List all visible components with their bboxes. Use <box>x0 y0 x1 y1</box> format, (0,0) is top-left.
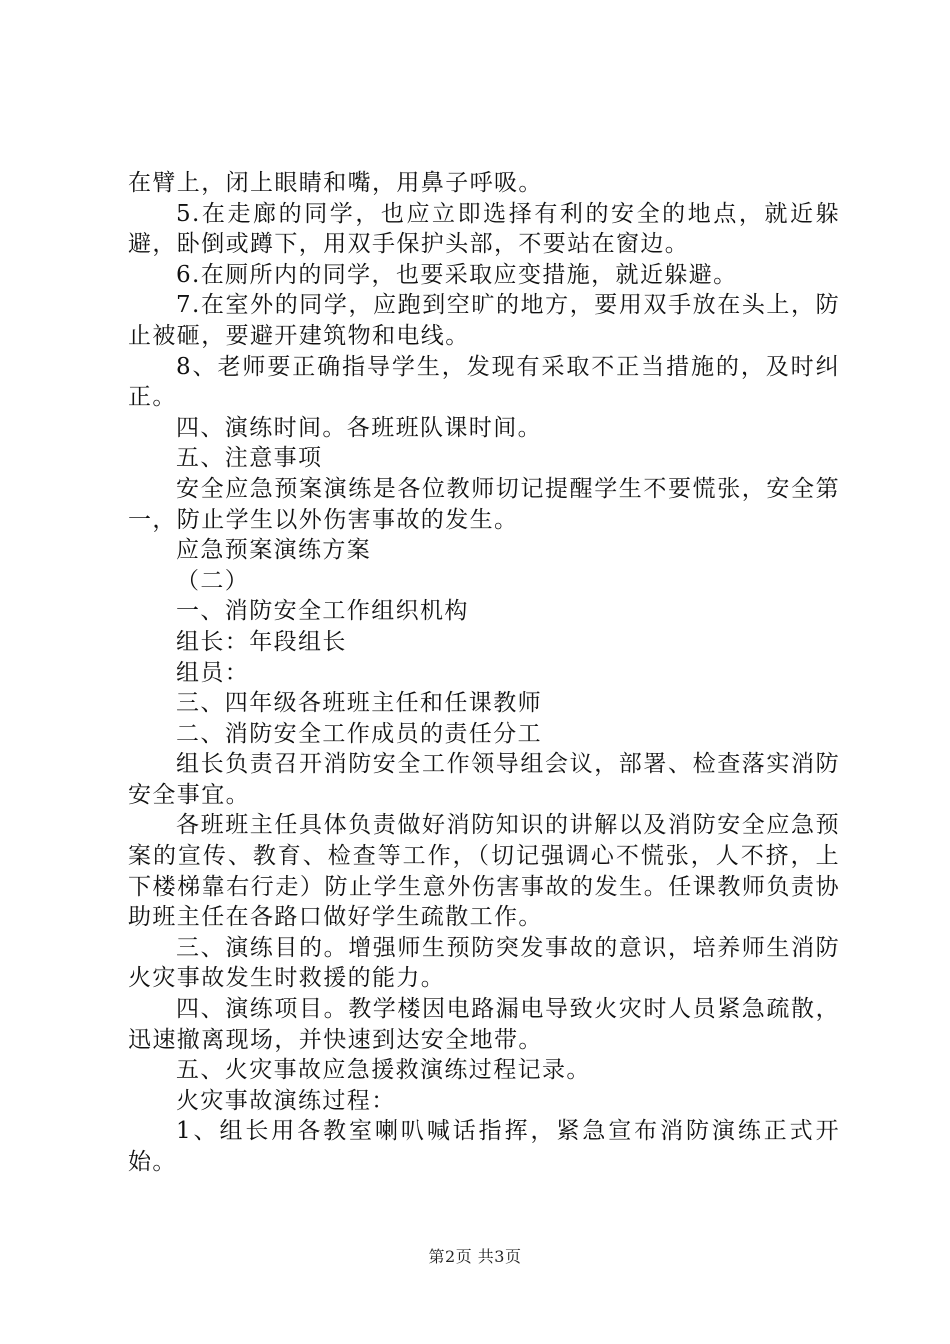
document-subtitle-number: （二） <box>176 567 250 594</box>
paragraph: 5.在走廊的同学，也应立即选择有利的安全的地点，就近躲避，卧倒或蹲下，用双手保护头部，不要站在窗边。 <box>128 200 840 258</box>
paragraph: 四、演练项目。教学楼因电路漏电导致火灾时人员紧急疏散，迅速撤离现场，并快速到达安全地带。 <box>128 996 840 1053</box>
section-heading: 四、演练时间。各班班队课时间。 <box>176 414 542 441</box>
section-heading: 一、消防安全工作组织机构 <box>176 598 469 625</box>
paragraph: 各班班主任具体负责做好消防知识的讲解以及消防安全应急预案的宣传、教育、检查等工作，（切记强调心不慌张，人不挤，上下楼梯靠右行走）防止学生意外伤害事故的发生。任课教师负责协助班主任在各路口做好学生疏散工作。 <box>128 812 840 931</box>
page-number-footer: 第2页 共3页 <box>428 1247 522 1266</box>
paragraph: 组员： <box>176 659 250 686</box>
paragraph: 组长负责召开消防安全工作领导组会议，部署、检查落实消防安全事宜。 <box>128 751 840 808</box>
paragraph: 6.在厕所内的同学，也要采取应变措施，就近躲避。 <box>176 261 738 288</box>
document-body <box>128 168 840 1178</box>
section-heading: 三、四年级各班班主任和任课教师 <box>176 690 542 717</box>
section-heading: 五、火灾事故应急援救演练过程记录。 <box>176 1057 591 1084</box>
paragraph: 火灾事故演练过程： <box>176 1087 396 1114</box>
section-heading: 五、注意事项 <box>176 445 323 472</box>
paragraph: 8、老师要正确指导学生，发现有采取不正当措施的，及时纠正。 <box>128 353 840 411</box>
paragraph: 安全应急预案演练是各位教师切记提醒学生不要慌张，安全第一，防止学生以外伤害事故的发生。 <box>128 475 840 533</box>
paragraph: 三、演练目的。增强师生预防突发事故的意识，培养师生消防火灾事故发生时救援的能力。 <box>128 934 840 992</box>
paragraph: 1、组长用各教室喇叭喊话指挥，紧急宣布消防演练正式开始。 <box>128 1118 840 1175</box>
paragraph: 7.在室外的同学，应跑到空旷的地方，要用双手放在头上，防止被砸，要避开建筑物和电线。 <box>128 292 840 349</box>
paragraph: 在臂上，闭上眼睛和嘴，用鼻子呼吸。 <box>128 170 543 196</box>
document-subtitle: 应急预案演练方案 <box>176 537 372 564</box>
section-heading: 二、消防安全工作成员的责任分工 <box>176 720 542 747</box>
paragraph: 组长：年段组长 <box>176 628 347 655</box>
